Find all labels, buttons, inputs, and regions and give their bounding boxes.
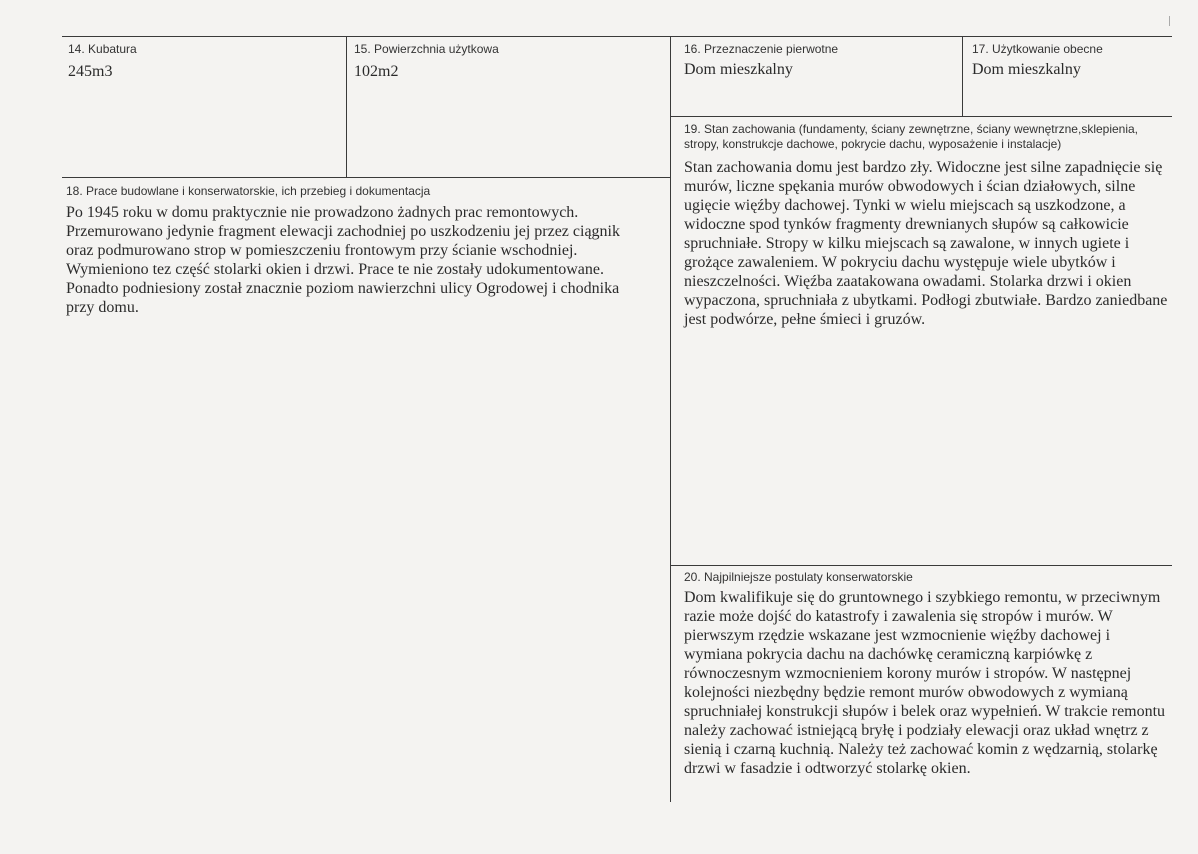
field-20-label: 20. Najpilniejsze postulaty konserwatorskie <box>684 570 913 584</box>
field-18-text: Po 1945 roku w domu praktycznie nie prowadzono żadnych prac remontowych. Przemurowano jedynie fragment elewacji zachodniej po uszkodzeniu jej przez ciągnik oraz podmurowano strop w pomieszczeniu frontowym przy ścianie wschodniej. Wymieniono tez część stolarki okien i drzwi. Prace te nie zostały udokumentowane. Ponadto podniesiony został znacznie poziom nawierzchni ulicy Ogrodowej i chodnika przy domu. <box>66 204 620 316</box>
field-17-label: 17. Użytkowanie obecne <box>972 42 1103 56</box>
field-19-label: 19. Stan zachowania (fundamenty, ściany zewnętrzne, ściany wewnętrzne,sklepienia, stropy, konstrukcje dachowe, pokrycie dachu, wyposażenie i instalacje) <box>684 122 1139 151</box>
field-19-text: Stan zachowania domu jest bardzo zły. Widoczne jest silne zapadnięcie się murów, liczne spękania murów obwodowych i ścian działowych, silne ugięcie więźby dachowej. Tynki w wielu miejscach są uszkodzone, a widoczne spod tynków fragmenty drewnianych słupów są całkowicie spruchniałe. Stropy w kilku miejscach są zawalone, w innych ugiete i grożące zawaleniem. W pokryciu dachu występuje wiele ubytków i nieszczelności. Więźba zaatakowana owadami. Stolarka drzwi i okien wypaczona, spruchniała z ubytkami. Podłogi zbutwiałe. Bardzo zaniedbane jest podwórze, pełne śmieci i gruzów. <box>684 159 1168 328</box>
scan-speck <box>1169 16 1170 26</box>
field-17-value: Dom mieszkalny <box>972 61 1081 78</box>
top-border <box>62 36 1172 37</box>
field-15-value: 102m2 <box>354 63 399 80</box>
field-16-label: 16. Przeznaczenie pierwotne <box>684 42 839 56</box>
divider-17-top-row <box>670 116 1172 117</box>
divider-col-2 <box>670 36 671 802</box>
divider-20-top <box>670 565 1172 566</box>
field-15-label: 15. Powierzchnia użytkowa <box>354 42 499 56</box>
field-16-value: Dom mieszkalny <box>684 61 793 78</box>
divider-col-1 <box>346 36 347 177</box>
divider-col-3 <box>962 36 963 116</box>
field-14-label: 14. Kubatura <box>68 42 137 56</box>
field-20-text: Dom kwalifikuje się do gruntownego i szybkiego remontu, w przeciwnym razie może dojść do katastrofy i zawalenia się stropów i murów. W pierwszym rzędzie wskazane jest wzmocnienie więźby dachowej i wymiana pokrycia dachu na dachówkę ceramiczną karpiówkę z równoczesnym wzmocnieniem korony murów i stropów. W następnej kolejności niezbędny będzie remont murów obwodowych z wymianą spruchniałej konstrukcji słupów i belek oraz wypełnień. W trakcie remontu należy zachować istniejącą bryłę i podziały elewacji oraz układ wnętrz z sienią i czarną kuchnią. Należy też zachować komin z wędzarnią, stolarkę drzwi w fasadzie i odtworzyć stolarkę okien. <box>684 589 1166 777</box>
field-14-value: 245m3 <box>68 63 113 80</box>
divider-18-top <box>62 177 670 178</box>
field-18-label: 18. Prace budowlane i konserwatorskie, ich przebieg i dokumentacja <box>66 184 431 198</box>
